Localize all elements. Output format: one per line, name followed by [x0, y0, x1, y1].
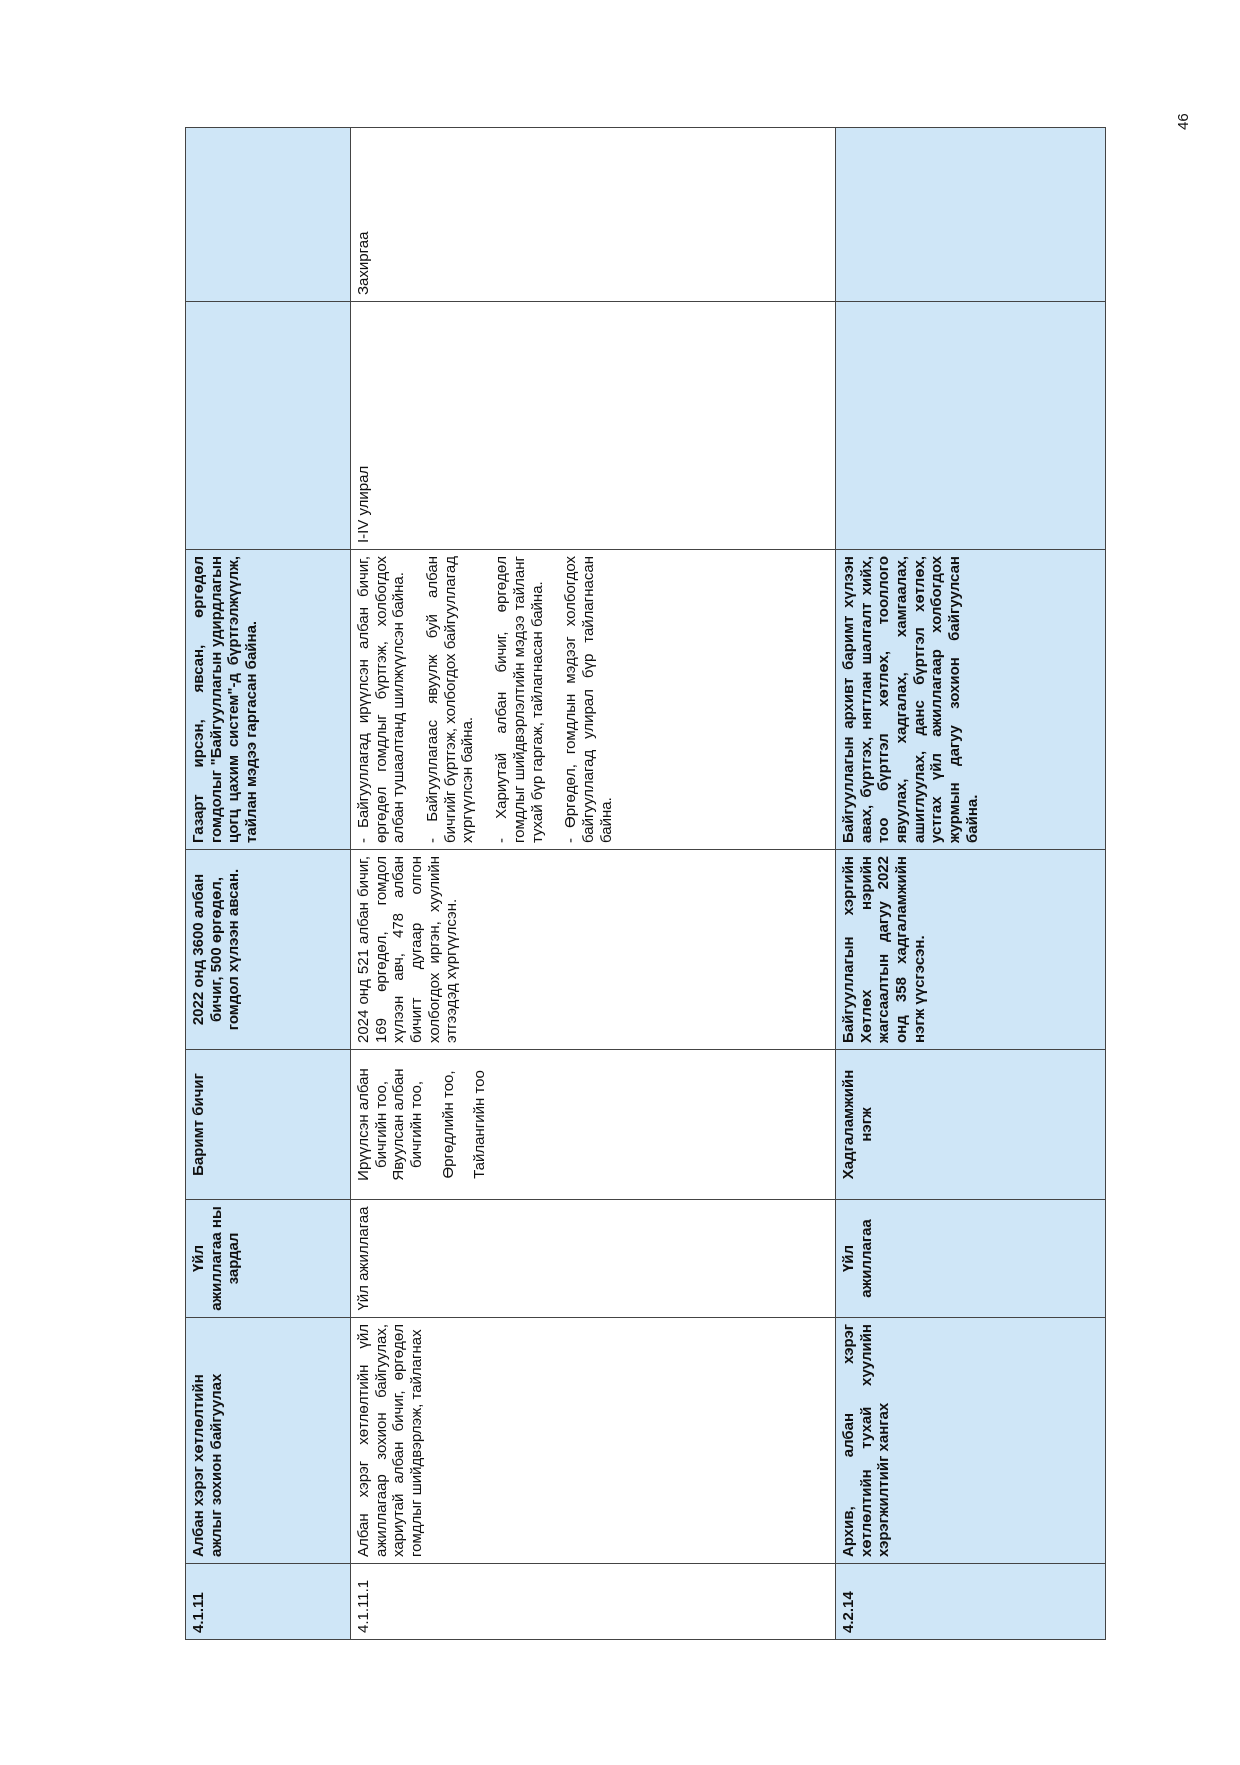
code-cell: 4.1.11	[186, 1564, 351, 1640]
cost-cell: Үйл ажиллагаа	[836, 1200, 1106, 1318]
table-row	[186, 128, 351, 1640]
indicator-cell: Хадгаламжийн нэгж	[836, 1050, 1106, 1200]
period-cell	[836, 302, 1106, 550]
cost-cell: Үйл ажиллагаа	[351, 1200, 836, 1318]
target-item: - Байгууллагад ирүүлсэн албан бичиг, өргөдөл гомдлыг бүртгэж, холбогдох албан тушаалтанд шилжүүлсэн байна.	[355, 556, 408, 843]
indicator-cell: Баримт бичиг	[186, 1050, 351, 1200]
indicator-item: Явуулсан албан бичгийн тоо,	[390, 1068, 426, 1181]
period-cell: I-IV улирал	[351, 302, 836, 550]
plan-table	[185, 127, 1106, 1640]
target-cell	[351, 550, 836, 850]
responsible-cell: Захиргаа	[351, 128, 836, 302]
target-item: - Өргөдөл, гомдлын мэдээг холбогдох байгууллагад улирал бүр тайлагнасан байна.	[562, 556, 615, 843]
title-cell: Албан хэрэг хөтлөлтийн ажлыг зохион байгуулах	[186, 1318, 351, 1564]
target-item: - Байгууллагаас явуулж буй албан бичгийг бүртгэж, холбогдох байгууллагад хүргүүлсэн байна.	[424, 556, 477, 843]
baseline-cell: Байгууллагын хэргийн Хөтлөх нэрийн жагсаалтын дагуу 2022 онд 358 хадгаламжийн нэгж үүсгэсэн.	[836, 850, 1106, 1050]
title-cell: Албан хэрэг хөтлөлтийн үйл ажиллагаар зохион байгуулах, хариутай албан бичиг, өргөдөл гомдлыг шийдвэрлэж, тайлагнах	[351, 1318, 836, 1564]
indicator-item: Ирүүлсэн албан бичгийн тоо,	[355, 1068, 390, 1181]
responsible-cell	[836, 128, 1106, 302]
indicator-item: Тайлангийн тоо	[471, 1070, 489, 1179]
responsible-cell	[186, 128, 351, 302]
title-cell: Архив, албан хэрэг хөтлөлтийн тухай хуулийн хэрэгжилтийг хангах	[836, 1318, 1106, 1564]
page-number: 46	[1175, 113, 1192, 130]
target-cell: Байгууллагын архивт баримт хүлээн авах, бүртгэх, нягтлан шалгалт хийх, тоо бүртгэл хөтлөх, тооллого явуулах, хадгалах, хамгаалах, ашиглуулах, данс бүртгэл хөтлөх, устгах үйл ажиллагаар холбогдох журмын дагуу зохион байгуулсан байна.	[836, 550, 1106, 850]
table-row	[351, 128, 836, 1640]
table-row	[836, 128, 1106, 1640]
rotated-table-area	[185, 128, 1105, 1640]
baseline-cell: 2024 онд 521 албан бичиг, 169 өргөдөл, гомдол хүлээн авч, 478 албан бичигт дугаар олгон холбогдох иргэн, хуулийн этгээдэд хүргүүлсэн.	[351, 850, 836, 1050]
period-cell	[186, 302, 351, 550]
baseline-cell: 2022 онд 3600 албан бичиг, 500 өргөдөл, гомдол хүлээн авсан.	[186, 850, 351, 1050]
cost-cell: Үйл ажиллагаа ны зардал	[186, 1200, 351, 1318]
indicator-item: Өргөдлийн тоо,	[439, 1070, 457, 1179]
target-item: - Хариутай албан бичиг, өргөдөл гомдлыг шийдвэрлэлтийн мэдээ тайланг тухай бүр гаргаж, тайлагнасан байна.	[493, 556, 546, 843]
target-cell: Газарт ирсэн, явсан, өргөдөл гомдолыг "Байгууллагын удирдлагын цогц цахим систем"-д бүртгэлжүүлж, тайлан мэдээ гаргасан байна.	[186, 550, 351, 850]
code-cell: 4.1.11.1	[351, 1564, 836, 1640]
indicator-cell	[351, 1050, 836, 1200]
code-cell: 4.2.14	[836, 1564, 1106, 1640]
